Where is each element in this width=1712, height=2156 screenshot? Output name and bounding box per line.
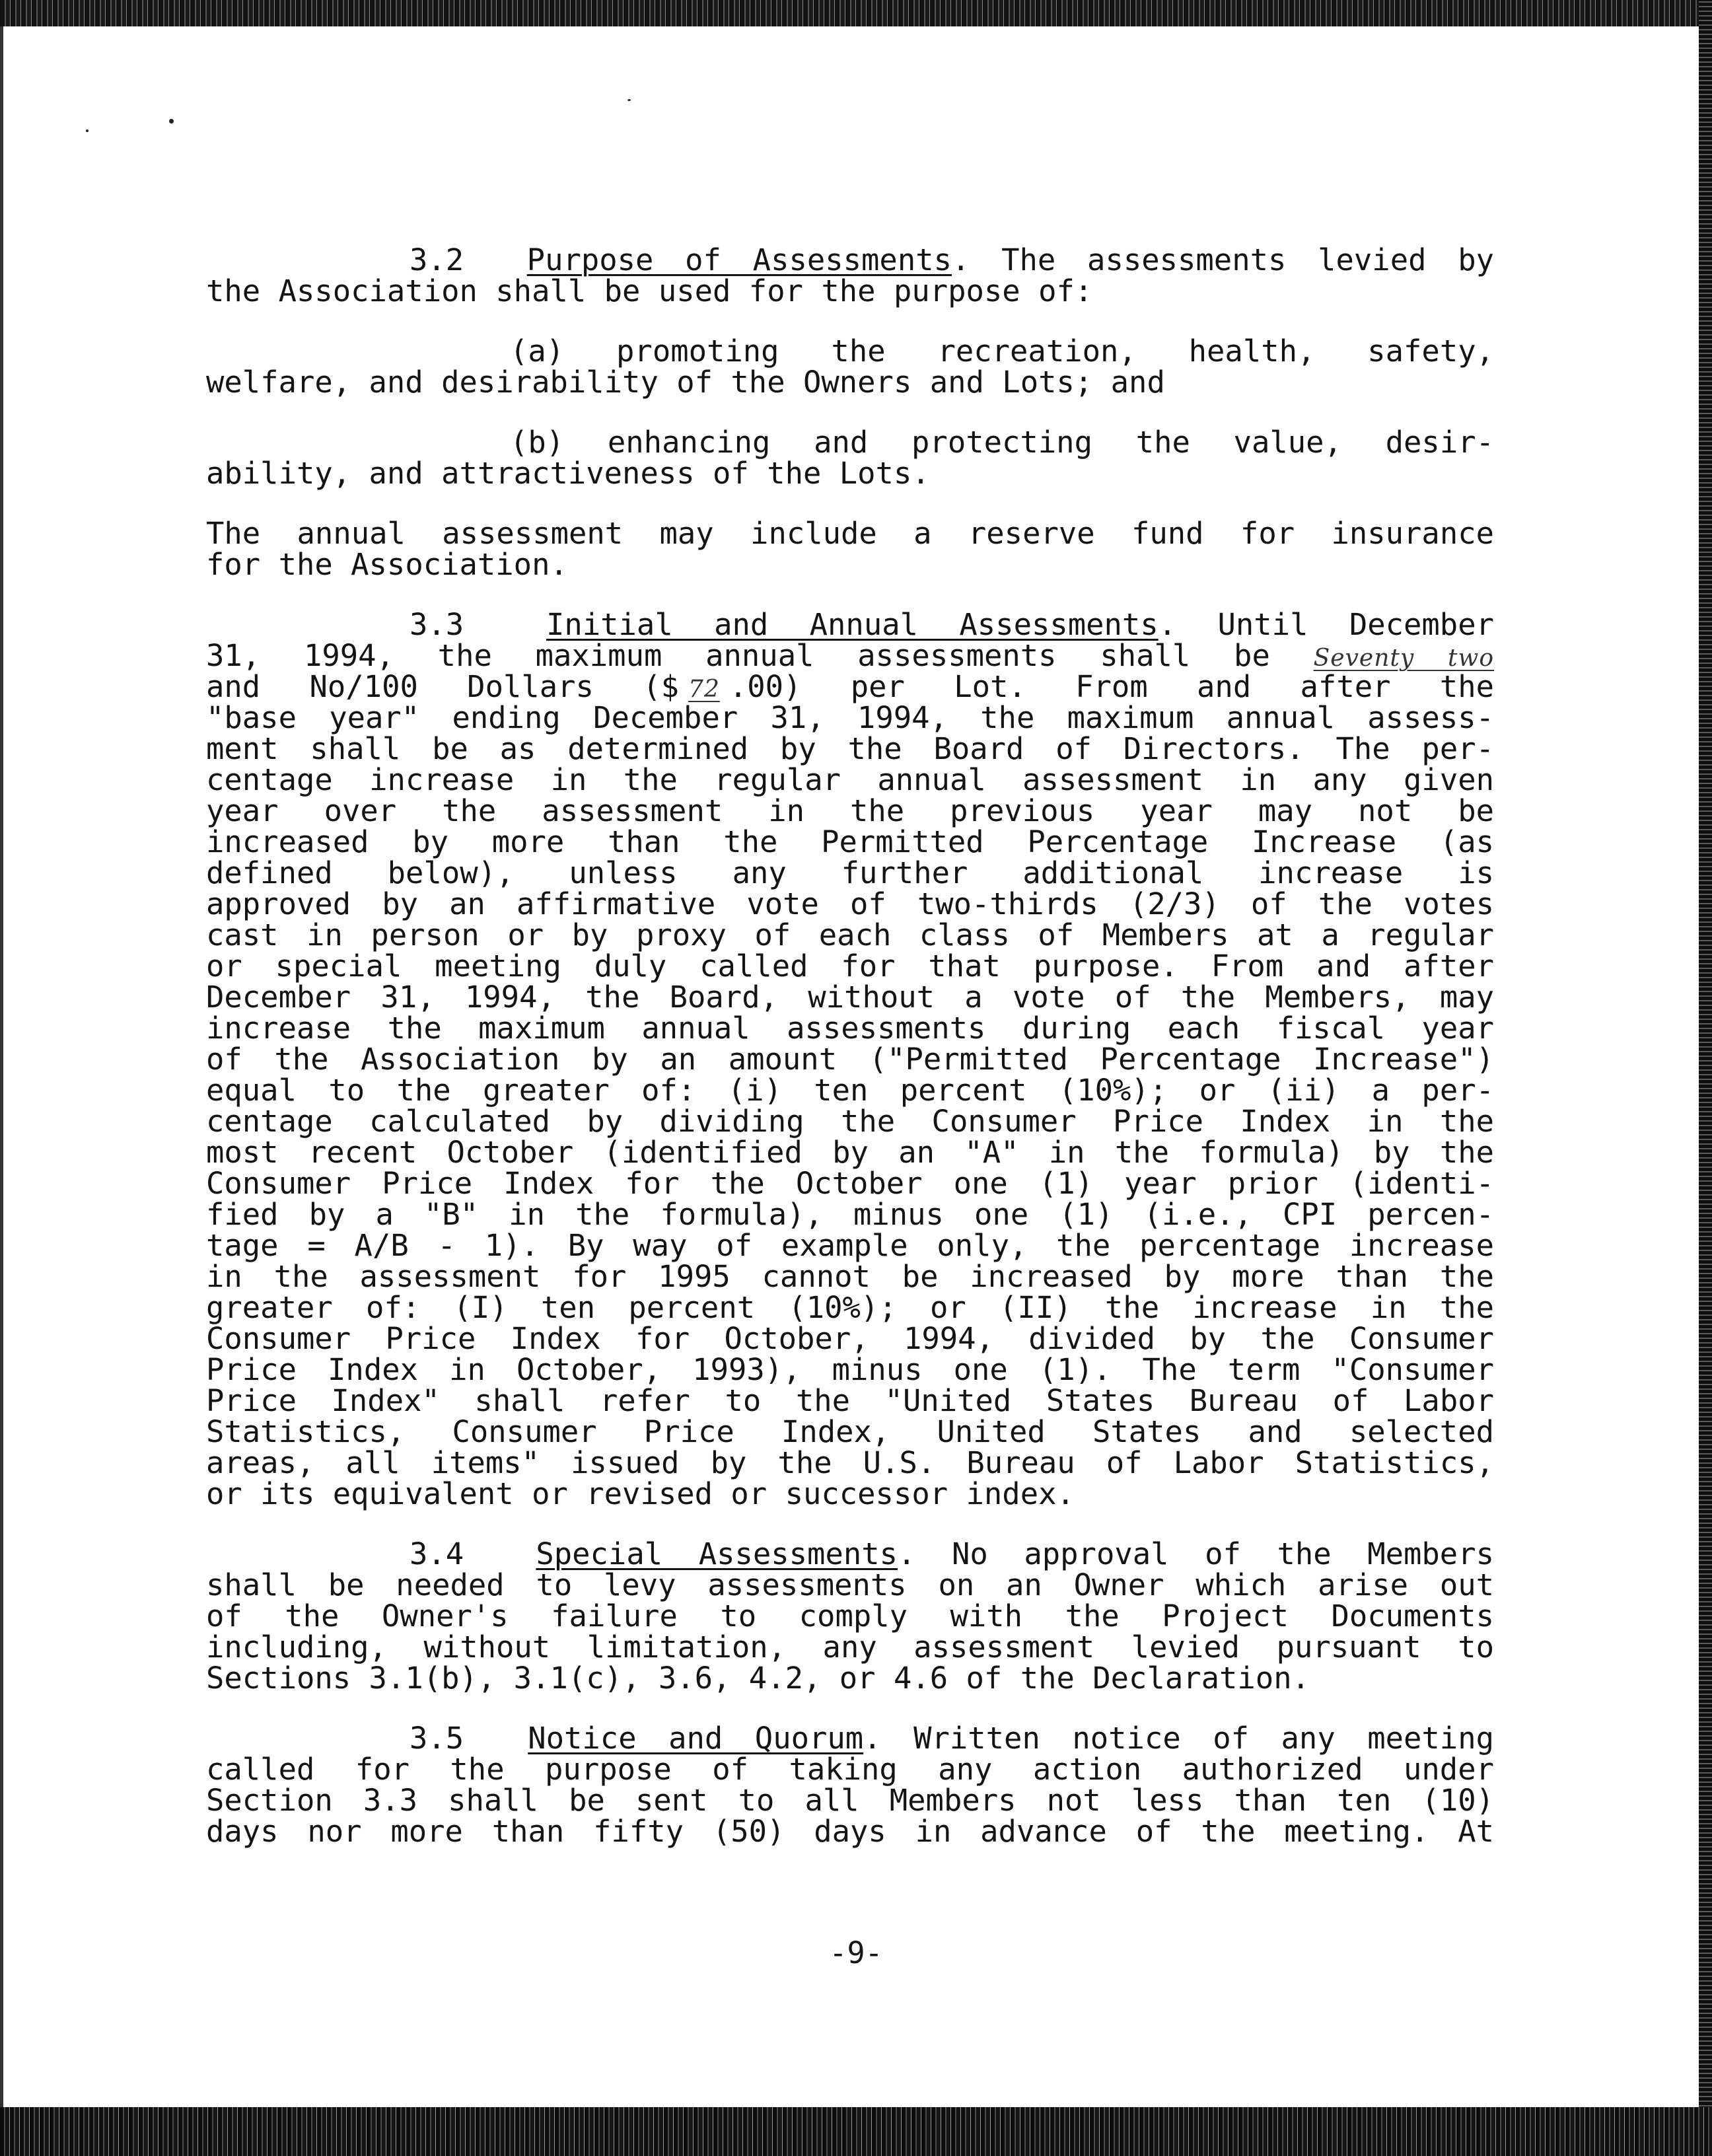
section-line: cast in person or by proxy of each class of Members at a regular xyxy=(206,917,1494,952)
section-title: Notice and Quorum xyxy=(528,1721,864,1756)
section-line: increased by more than the Permitted Percentage Increase (as xyxy=(206,824,1494,859)
scan-speck xyxy=(169,119,174,124)
section-number: 3.2 xyxy=(410,242,464,277)
section-text: 31, 1994, the maximum annual assessments shall be xyxy=(206,638,1270,673)
handwritten-amount: 72 xyxy=(688,676,720,703)
section-number: 3.5 xyxy=(410,1721,464,1756)
item-line: welfare, and desirability of the Owners and Lots; and xyxy=(206,365,1165,400)
section-text: . Written notice of any meeting xyxy=(863,1721,1494,1756)
section-line: the Association shall be used for the purpose of: xyxy=(206,273,1093,308)
section-line: shall be needed to levy assessments on an Owner which arise out xyxy=(206,1567,1494,1602)
scan-speck xyxy=(627,99,631,101)
section-line: Consumer Price Index for October, 1994, divided by the Consumer xyxy=(206,1321,1494,1356)
section-text: . Until December xyxy=(1158,607,1494,642)
section-3-3 xyxy=(206,609,1494,1509)
handwritten-amount-words: Seventy two xyxy=(1313,645,1494,672)
section-line: areas, all items" issued by the U.S. Bureau of Labor Statistics, xyxy=(206,1445,1494,1480)
section-line: Sections 3.1(b), 3.1(c), 3.6, 4.2, or 4.6 of the Declaration. xyxy=(206,1661,1310,1696)
section-number: 3.3 xyxy=(410,607,464,642)
section-text: . The assessments levied by xyxy=(952,242,1495,277)
section-line xyxy=(206,1723,1494,1754)
section-line: tage = A/B - 1). By way of example only, the percentage increase xyxy=(206,1228,1494,1263)
section-text: .00) per Lot. From and after the xyxy=(729,669,1494,704)
section-line: in the assessment for 1995 cannot be increased by more than the xyxy=(206,1259,1494,1294)
item-line: (a) promoting the recreation, health, safety, xyxy=(510,334,1494,369)
section-3-2 xyxy=(206,244,1494,306)
section-line: or special meeting duly called for that purpose. From and after xyxy=(206,949,1494,984)
document-page xyxy=(206,244,1494,1876)
section-3-4 xyxy=(206,1538,1494,1694)
section-line: including, without limitation, any assessment levied pursuant to xyxy=(206,1630,1494,1665)
section-line: of the Owner's failure to comply with the Project Documents xyxy=(206,1599,1494,1634)
section-line: "base year" ending December 31, 1994, the maximum annual assess- xyxy=(206,700,1494,735)
section-line: Price Index in October, 1993), minus one (1). The term "Consumer xyxy=(206,1352,1494,1387)
section-3-5 xyxy=(206,1723,1494,1847)
reserve-paragraph xyxy=(206,518,1494,580)
section-title: Initial and Annual Assessments xyxy=(546,607,1159,642)
section-title: Purpose of Assessments xyxy=(526,242,952,277)
scan-border-bottom xyxy=(0,2107,1712,2156)
section-line: approved by an affirmative vote of two-thirds (2/3) of the votes xyxy=(206,886,1494,921)
scan-border-top xyxy=(0,0,1712,26)
section-line: year over the assessment in the previous year may not be xyxy=(206,793,1494,828)
section-line xyxy=(206,671,1494,702)
item-line: ability, and attractiveness of the Lots. xyxy=(206,456,930,491)
section-line: increase the maximum annual assessments during each fiscal year xyxy=(206,1011,1494,1046)
section-line: equal to the greater of: (i) ten percent (10%); or (ii) a per- xyxy=(206,1073,1494,1108)
scan-speck xyxy=(86,129,89,132)
section-line: Section 3.3 shall be sent to all Members not less than ten (10) xyxy=(206,1783,1494,1818)
scan-border-right xyxy=(1699,0,1712,2156)
section-text: and No/100 Dollars ($ xyxy=(206,669,680,704)
section-title: Special Assessments xyxy=(536,1536,898,1571)
section-line: of the Association by an amount ("Permitted Percentage Increase") xyxy=(206,1042,1494,1077)
section-number: 3.4 xyxy=(410,1536,464,1571)
section-text: . No approval of the Members xyxy=(898,1536,1494,1571)
item-a xyxy=(206,336,1494,398)
section-line: defined below), unless any further additional increase is xyxy=(206,855,1494,890)
section-line: Price Index" shall refer to the "United States Bureau of Labor xyxy=(206,1383,1494,1418)
section-line: most recent October (identified by an "A" in the formula) by the xyxy=(206,1135,1494,1170)
section-line: centage increase in the regular annual assessment in any given xyxy=(206,762,1494,797)
section-line xyxy=(206,640,1494,671)
page-number: -9- xyxy=(829,1935,883,1970)
section-line: greater of: (I) ten percent (10%); or (II) the increase in the xyxy=(206,1290,1494,1325)
section-line: called for the purpose of taking any action authorized under xyxy=(206,1752,1494,1787)
section-line: Statistics, Consumer Price Index, United States and selected xyxy=(206,1414,1494,1449)
paragraph-line: for the Association. xyxy=(206,547,568,582)
section-line xyxy=(206,609,1494,640)
section-line: or its equivalent or revised or successor index. xyxy=(206,1476,1075,1511)
section-line xyxy=(206,1538,1494,1569)
section-line: December 31, 1994, the Board, without a vote of the Members, may xyxy=(206,980,1494,1015)
section-line: centage calculated by dividing the Consumer Price Index in the xyxy=(206,1104,1494,1139)
section-line: Consumer Price Index for the October one (1) year prior (identi- xyxy=(206,1166,1494,1201)
item-line: (b) enhancing and protecting the value, desir- xyxy=(510,425,1494,460)
section-line: fied by a "B" in the formula), minus one (1) (i.e., CPI percen- xyxy=(206,1197,1494,1232)
section-line: ment shall be as determined by the Board of Directors. The per- xyxy=(206,731,1494,766)
paragraph-line: The annual assessment may include a reserve fund for insurance xyxy=(206,516,1494,551)
item-b xyxy=(206,427,1494,489)
section-line: days nor more than fifty (50) days in advance of the meeting. At xyxy=(206,1814,1494,1849)
scan-border-left xyxy=(0,26,3,2107)
section-line xyxy=(206,244,1494,275)
